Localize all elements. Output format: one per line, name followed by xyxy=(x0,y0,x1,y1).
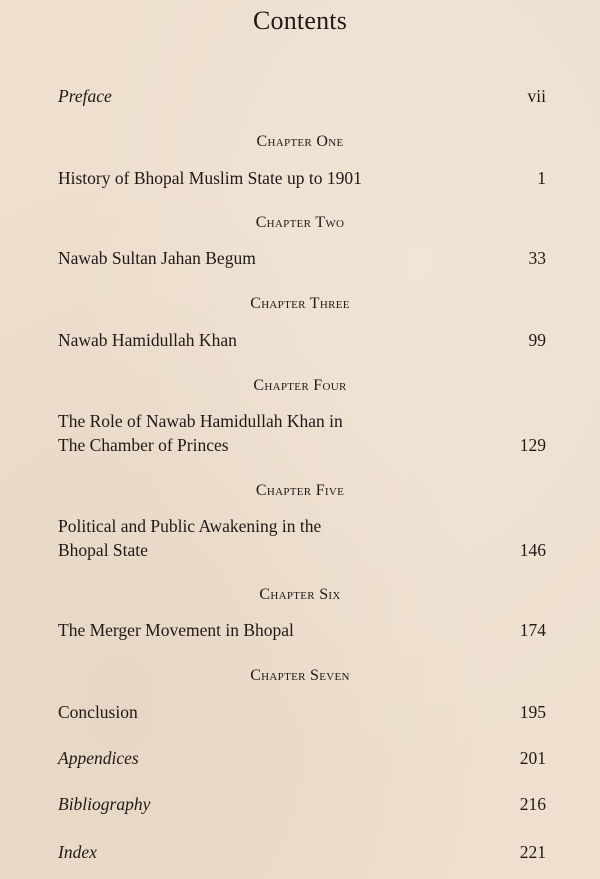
toc-entry-label-line2: The Chamber of Princes xyxy=(58,435,229,455)
page-title: Contents xyxy=(252,6,348,35)
toc-entry-chapter-three xyxy=(58,328,546,352)
toc-entry-bibliography xyxy=(58,792,546,816)
toc-entry-label: Nawab Sultan Jahan Begum xyxy=(58,248,256,268)
toc-page-number: 201 xyxy=(519,748,546,768)
toc-entry-label: Preface xyxy=(58,86,112,106)
toc-entry-chapter-one xyxy=(58,166,546,190)
toc-entry-label-line1: Political and Public Awakening in the xyxy=(58,516,322,536)
toc-entry-label: Appendices xyxy=(58,748,139,768)
toc-page-number: 33 xyxy=(528,248,546,268)
toc-page-number: 99 xyxy=(528,330,546,350)
chapter-heading-six: Chapter Six xyxy=(259,586,341,603)
toc-entry-label-line1: The Role of Nawab Hamidullah Khan in xyxy=(58,411,343,431)
toc-entry-label: Bibliography xyxy=(58,794,151,814)
toc-entry-label: Index xyxy=(58,842,97,862)
toc-entry-label: History of Bhopal Muslim State up to 1901 xyxy=(58,168,362,188)
toc-entry-label: Nawab Hamidullah Khan xyxy=(58,330,237,350)
toc-entry-index xyxy=(58,840,546,864)
toc-page-number: 216 xyxy=(519,794,546,814)
toc-entry-chapter-five xyxy=(58,514,546,562)
chapter-heading-five: Chapter Five xyxy=(255,482,345,499)
toc-page-number: 195 xyxy=(519,702,546,722)
toc-page-number: 221 xyxy=(519,842,546,862)
toc-entry-label: The Merger Movement in Bhopal xyxy=(58,620,294,640)
chapter-heading-two: Chapter Two xyxy=(255,214,345,231)
toc-page-number: vii xyxy=(527,86,546,106)
toc-entry-label: Conclusion xyxy=(58,702,138,722)
toc-entry-chapter-seven xyxy=(58,700,546,724)
toc-page-number: 146 xyxy=(519,540,546,560)
toc-entry-chapter-two xyxy=(58,246,546,270)
toc-entry-appendices xyxy=(58,746,546,770)
toc-entry-preface xyxy=(58,84,546,108)
chapter-heading-three: Chapter Three xyxy=(250,295,350,312)
toc-entry-chapter-six xyxy=(58,618,546,642)
toc-page-number: 1 xyxy=(537,168,546,188)
chapter-heading-four: Chapter Four xyxy=(253,377,347,394)
toc-page-number: 129 xyxy=(519,435,546,455)
chapter-heading-one: Chapter One xyxy=(256,133,344,150)
toc-page-number: 174 xyxy=(519,620,546,640)
chapter-heading-seven: Chapter Seven xyxy=(250,667,350,684)
toc-entry-chapter-four xyxy=(58,409,546,457)
toc-entry-label-line2: Bhopal State xyxy=(58,540,148,560)
